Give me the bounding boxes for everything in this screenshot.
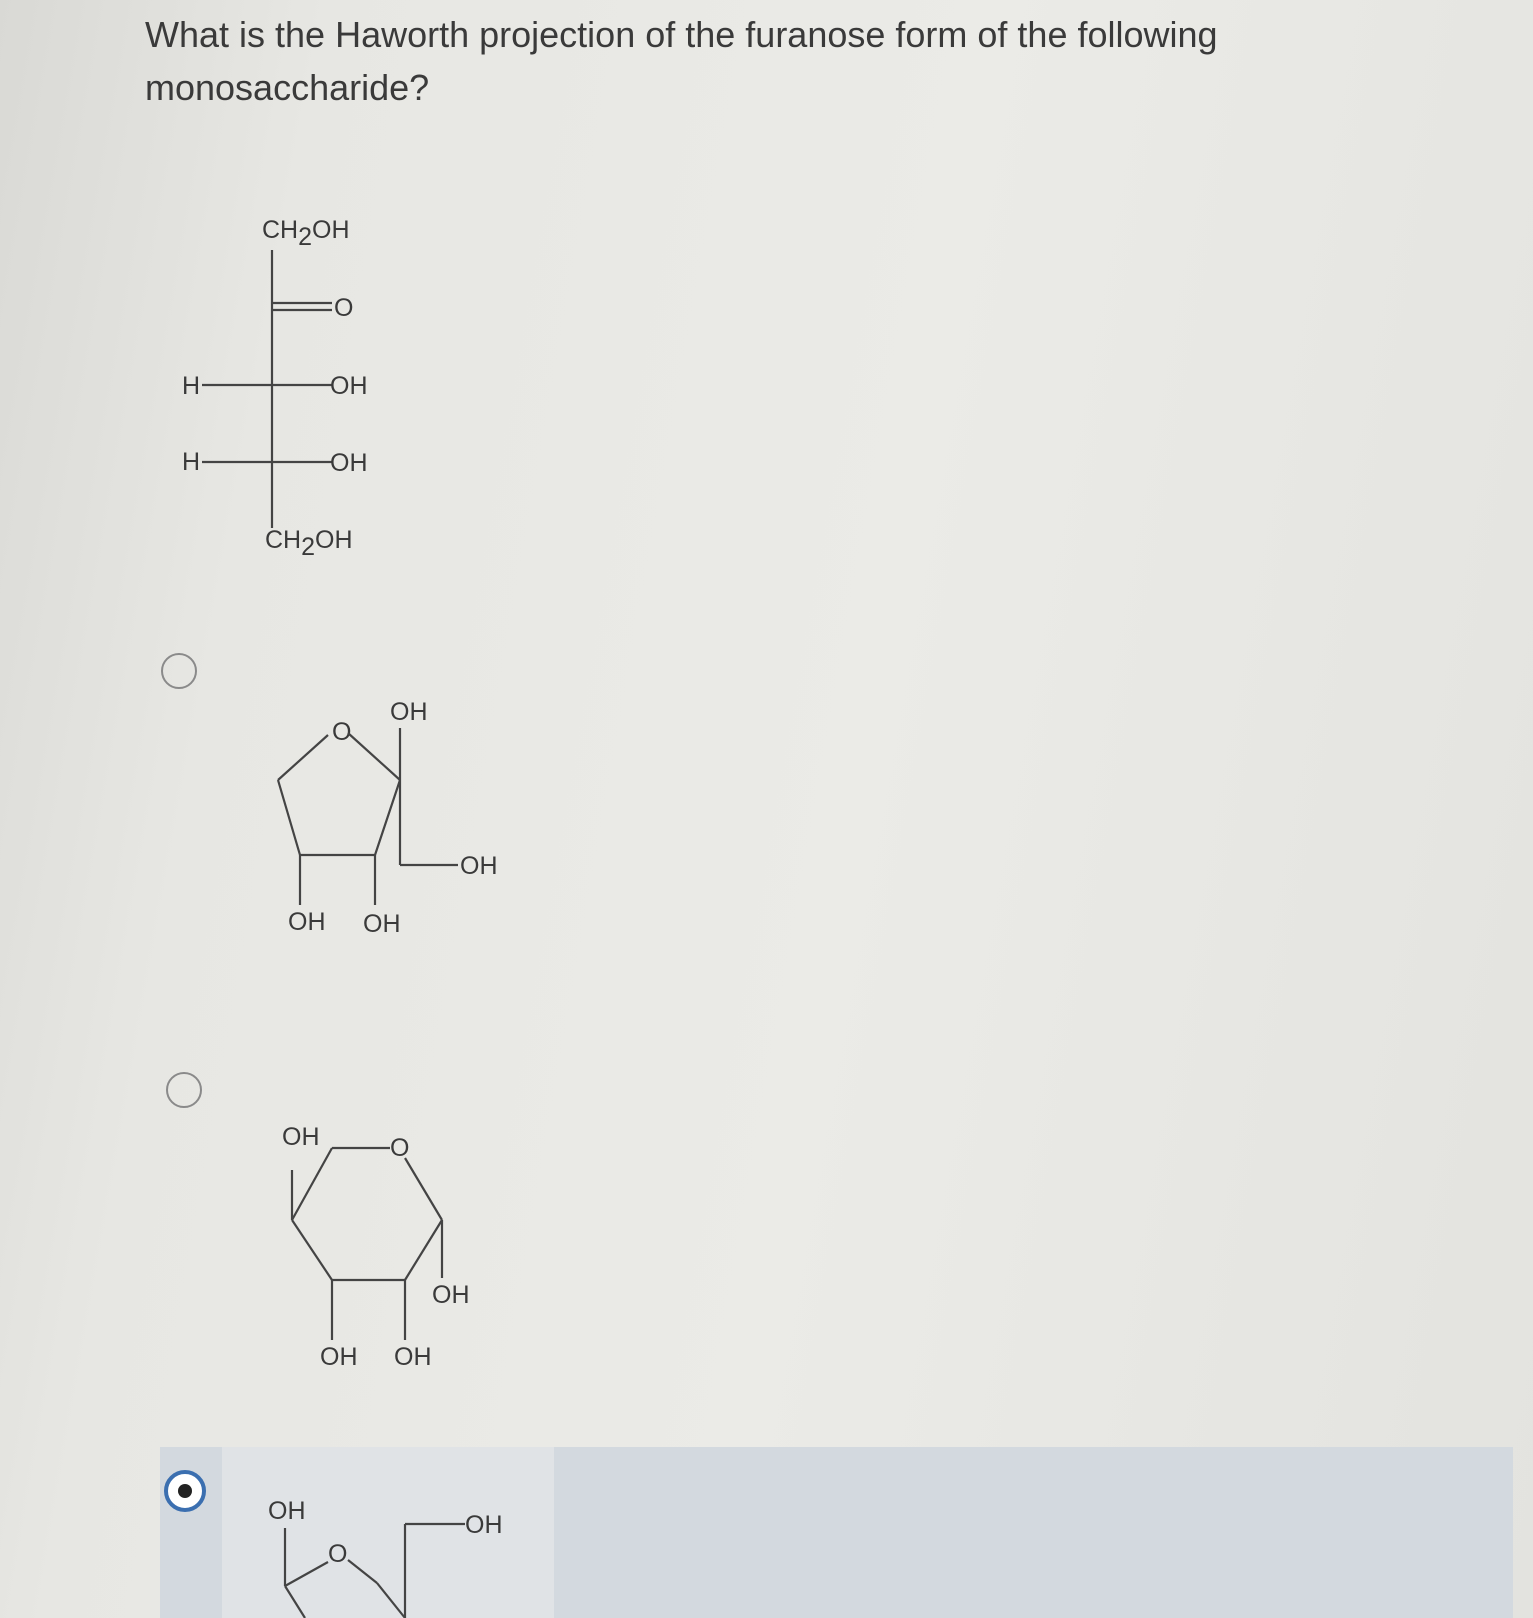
fischer-row1-h: H xyxy=(182,372,201,400)
option-3-top-left-oh: OH xyxy=(268,1497,306,1525)
option-1-bottom-left-oh: OH xyxy=(288,908,326,936)
question-text: What is the Haworth projection of the furanose form of the following monosaccharide? xyxy=(145,14,1218,108)
fischer-top-ch2oh: CH2OH xyxy=(262,216,350,251)
fischer-row1-oh: OH xyxy=(330,372,368,400)
option-2-ring-bond xyxy=(292,1148,332,1220)
option-3-ring-bond xyxy=(348,1560,377,1583)
carbonyl-oxygen: O xyxy=(334,294,354,322)
option-1-bottom-right-oh: OH xyxy=(363,910,401,938)
option-3-ring-bond xyxy=(285,1562,328,1586)
option-1-top-oh: OH xyxy=(390,698,428,726)
option-2-right-oh: OH xyxy=(432,1281,470,1309)
option-3-ring-bond xyxy=(377,1583,405,1618)
option-1-structure xyxy=(260,690,520,950)
fischer-row2-h: H xyxy=(182,448,201,476)
option-3-ring-bond xyxy=(285,1586,305,1618)
option-3-radio[interactable] xyxy=(164,1470,206,1512)
option-2-ring-bond xyxy=(405,1158,442,1220)
option-3-ring-oxygen: O xyxy=(328,1540,348,1568)
option-1-ring-oxygen: O xyxy=(332,718,352,746)
option-2-ring-oxygen: O xyxy=(390,1134,410,1162)
option-2-bottom-left-oh: OH xyxy=(320,1343,358,1371)
option-1-ring-bond xyxy=(278,780,300,855)
fischer-row2-oh: OH xyxy=(330,449,368,477)
option-3-structure xyxy=(260,1490,530,1618)
option-2-bottom-right-oh: OH xyxy=(394,1343,432,1371)
fischer-projection xyxy=(170,200,410,570)
option-2-top-left-oh: OH xyxy=(282,1123,320,1151)
option-2-ring-bond xyxy=(292,1220,332,1280)
option-2-radio[interactable] xyxy=(166,1072,202,1108)
option-1-ring-bond xyxy=(348,733,400,780)
fischer-bottom-ch2oh: CH2OH xyxy=(265,526,353,561)
option-3-top-right-oh: OH xyxy=(465,1511,503,1539)
option-1-ring-bond xyxy=(278,735,328,780)
option-2-ring-bond xyxy=(405,1220,442,1280)
option-2-structure xyxy=(270,1110,530,1370)
option-1-ring-bond xyxy=(375,780,400,855)
option-1-radio[interactable] xyxy=(161,653,197,689)
option-1-right-oh: OH xyxy=(460,852,498,880)
